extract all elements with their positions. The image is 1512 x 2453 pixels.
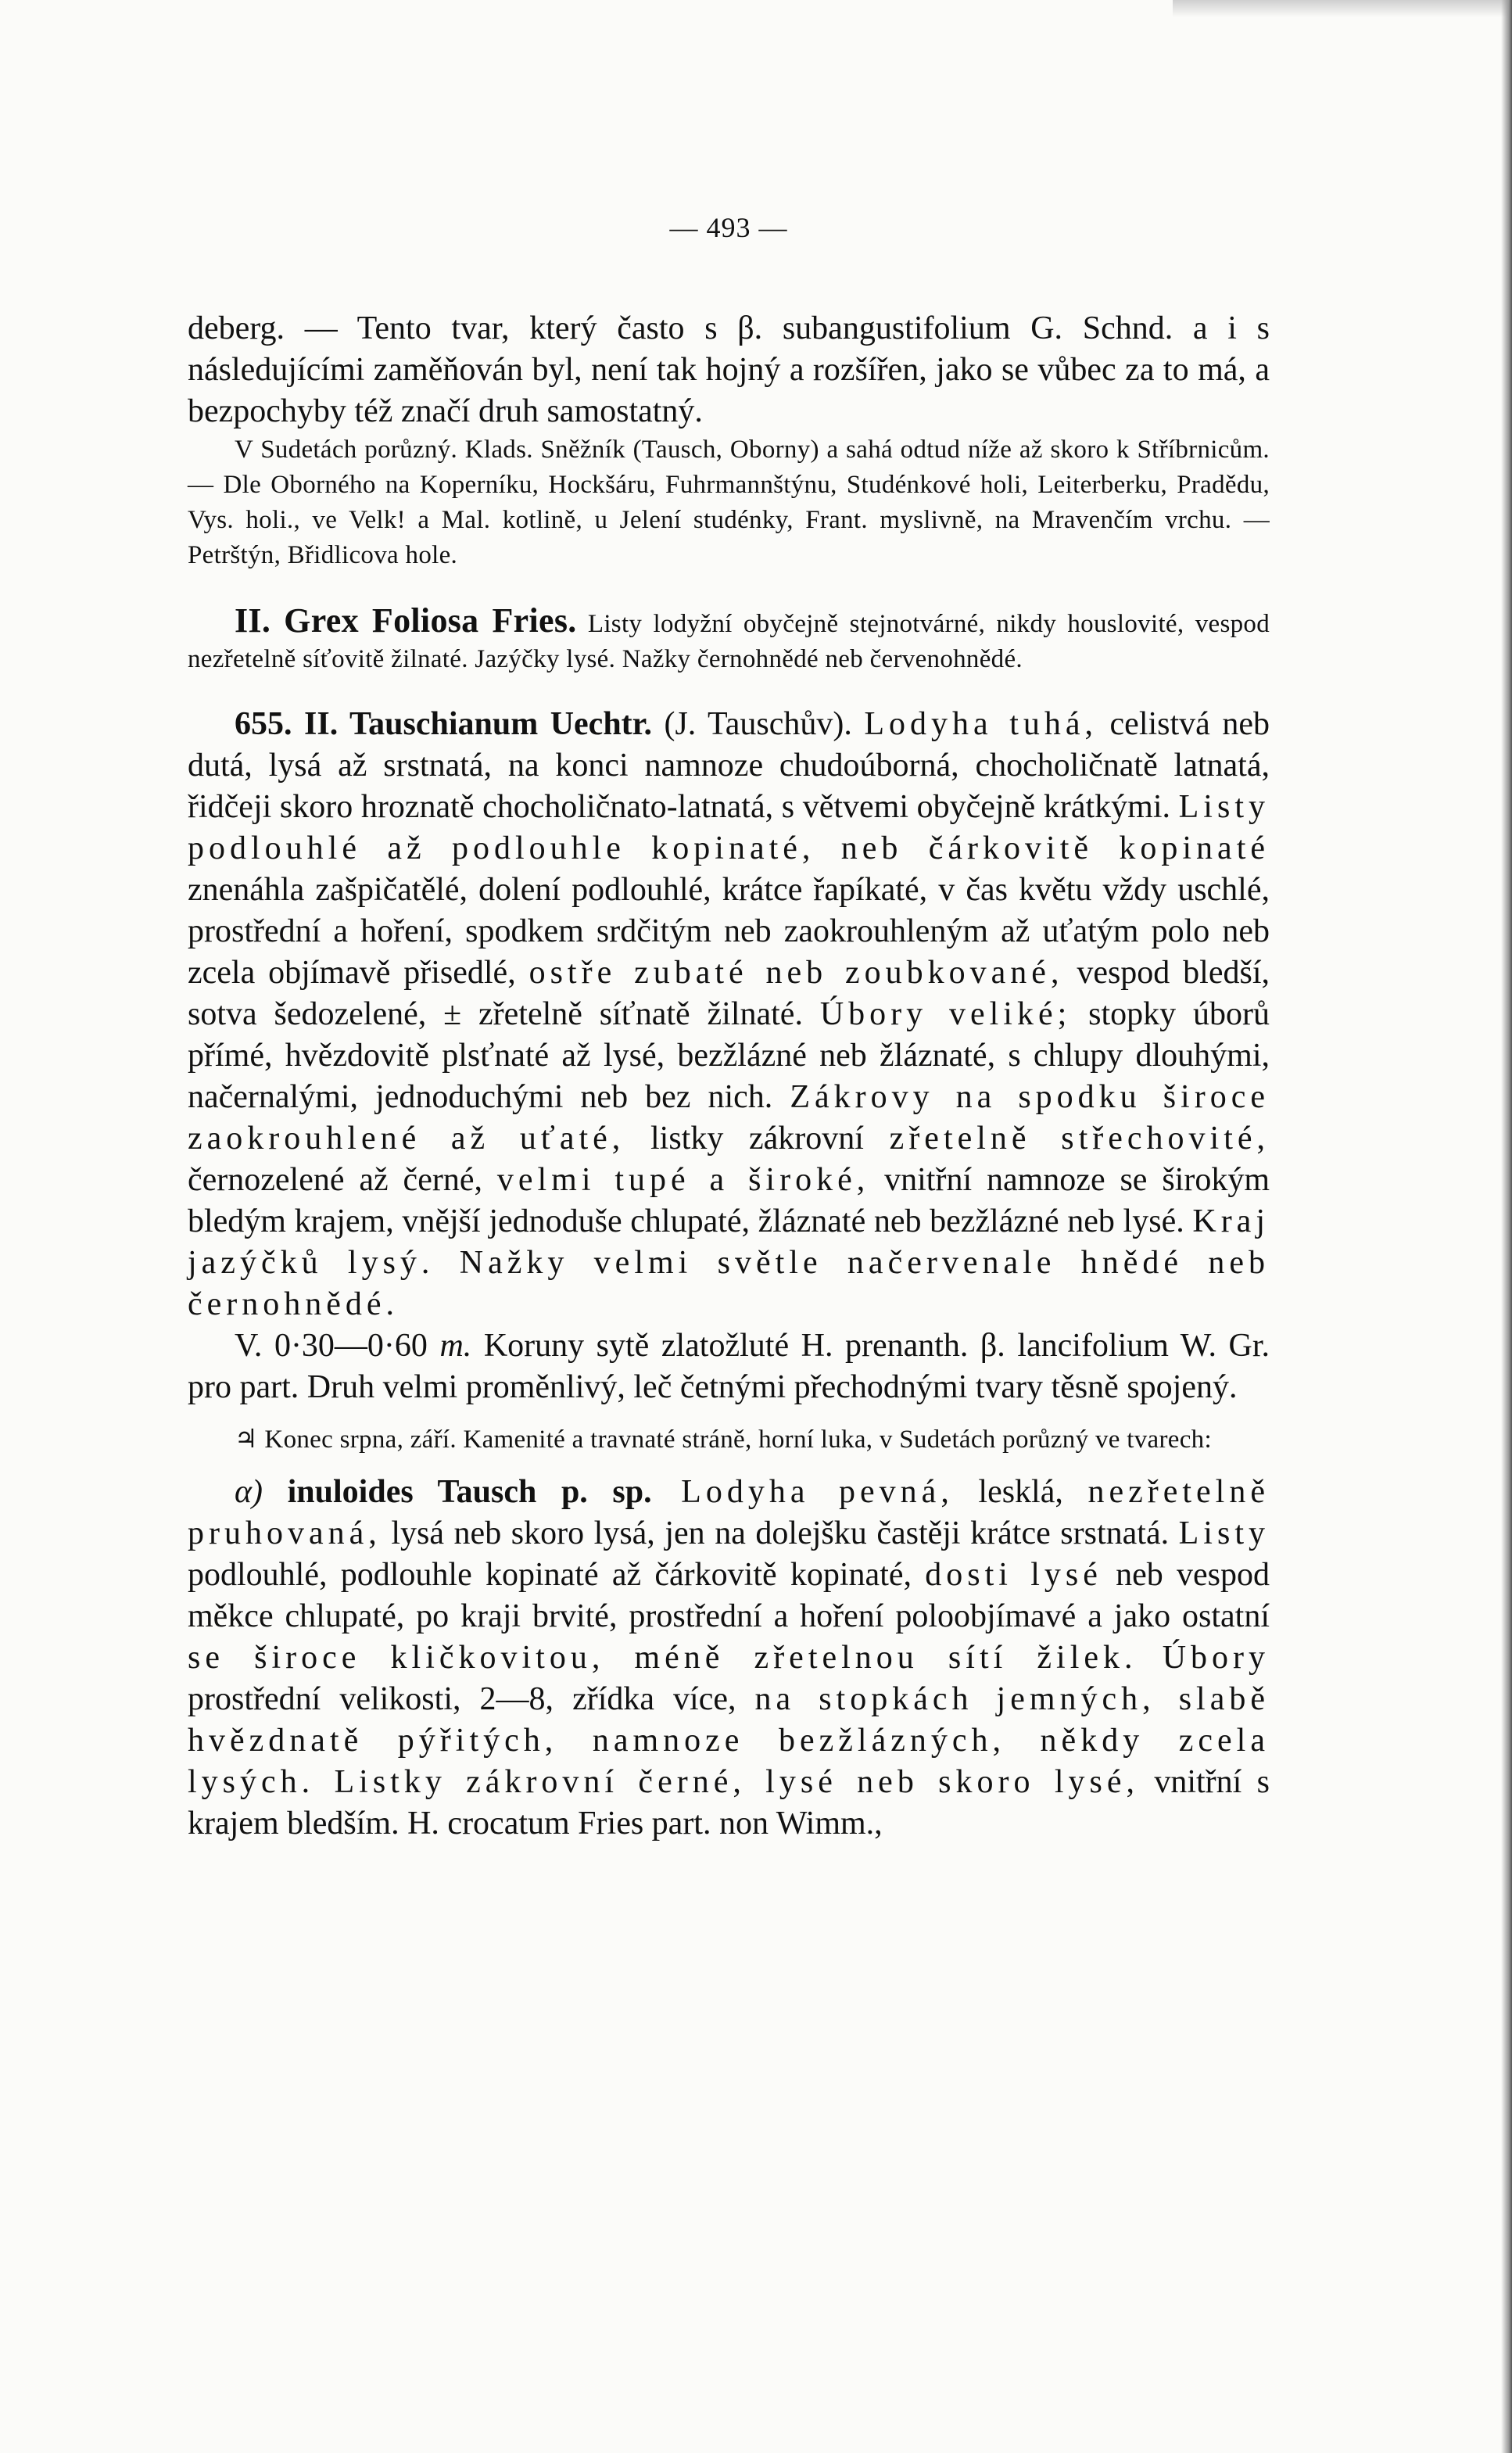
text-run: vnitřní s krajem bledším. H. crocatum Fries part. non Wimm.,	[188, 1764, 1270, 1842]
text-run: černozelené až černé,	[188, 1162, 497, 1198]
text-emphasis: se široce kličkovitou, méně zřetelnou sítí žilek.	[188, 1640, 1138, 1676]
variety-title: inuloides Tausch p. sp.	[263, 1474, 652, 1510]
text-emphasis: velmi tupé a široké,	[496, 1162, 870, 1198]
page-edge-shadow-right	[1501, 0, 1512, 2453]
text-emphasis: Úbory	[1162, 1640, 1270, 1676]
text-emphasis: Kraj jazýčků lysý. Nažky velmi světle načervenale hnědé neb černohnědé.	[188, 1203, 1270, 1322]
text-run: lesklá,	[953, 1474, 1088, 1510]
text-emphasis: dosti lysé	[925, 1557, 1102, 1593]
text-emphasis: na stopkách jemných, slabě hvězdnatě pýřitých, namnoze bezžlázných, někdy zcela lysých. Listky zákrovní černé, lysé neb skoro lysé,	[188, 1681, 1270, 1800]
species-655-description	[188, 704, 1270, 1325]
variety-letter: α)	[235, 1474, 263, 1510]
paragraph-flowering: ♃ Konec srpna, září. Kamenité a travnaté stráně, horní luka, v Sudetách porůzný ve tvarech:	[235, 1426, 1212, 1454]
text-run: lysá neb skoro lysá, jen na dolejšku častěji krátce srstnatá.	[381, 1515, 1179, 1551]
paragraph-deberg: deberg. — Tento tvar, který často s β. subangustifolium G. Schnd. a i s následujícími zaměňován byl, není tak hojný a rozšířen, jako se vůbec za to má, a bezpochyby též značí druh samostatný.	[188, 310, 1270, 429]
text-run: listky zákrovní	[625, 1121, 890, 1157]
text-emphasis: ostře zubaté neb zoubkované,	[528, 955, 1064, 991]
text-emphasis: Lodyha tuhá,	[864, 706, 1098, 742]
text-run: celistvá neb dutá, lysá až srstnatá, na konci namnoze chudoúborná, chocholičnatě latnatá, řidčeji skoro hroznatě chocholičnato-latnatá, s větvemi obyčejně krátkými.	[188, 706, 1270, 825]
text-run: znenáhla zašpičatělé, dolení podlouhlé, krátce řapíkaté, v čas květu vždy uschlé, prostřední a hoření, spodkem srdčitým neb zaokrouhleným až uťatým polo neb zcela objímavě přisedlé,	[188, 872, 1270, 991]
text-run: neb vespod měkce chlupaté, po kraji brvité, prostřední a hoření poloobjímavé a jako ostatní	[188, 1557, 1270, 1634]
text-run: prostřední velikosti, 2—8, zřídka více,	[188, 1681, 755, 1717]
section-heading: II. Grex Foliosa Fries.	[235, 601, 577, 640]
text-run: stopky úborů přímé, hvězdovitě plsťnaté až lysé, bezžlázné neb žláznaté, s chlupy dlouhými, načernalými, jednoduchými neb bez nich.	[188, 996, 1270, 1115]
text-emphasis: Úbory veliké;	[819, 996, 1072, 1032]
page-number: — 493 —	[669, 212, 788, 243]
text-run: Koruny sytě zlatožluté H. prenanth. β. lancifolium W. Gr. pro part. Druh velmi proměnlivý, leč četnými přechodnými tvary těsně spojený.	[188, 1328, 1270, 1405]
page-edge-shadow-top	[1173, 0, 1512, 17]
variety-inuloides	[188, 1472, 1270, 1845]
text-run	[1138, 1640, 1163, 1676]
species-common-name: (J. Tauschův).	[651, 706, 865, 742]
page-content	[188, 211, 1270, 1845]
text-run: vespod bledší, sotva šedozelené, ± zřetelně síťnatě žilnaté.	[188, 955, 1270, 1032]
unit-metres: m.	[439, 1328, 472, 1364]
text-run: V. 0·30—0·60	[235, 1328, 440, 1364]
species-title: 655. II. Tauschianum Uechtr.	[235, 706, 652, 742]
text-emphasis: Lodyha pevná,	[651, 1474, 954, 1510]
text-emphasis: Listy podlouhlé až podlouhle kopinaté, neb čárkovitě kopinaté	[188, 789, 1270, 866]
paragraph-size-notes	[188, 1325, 1270, 1408]
text-run: vnitřní namnoze se širokým bledým krajem, vnější jednoduše chlupaté, žláznaté neb bezžlázné neb lysé.	[188, 1162, 1270, 1239]
text-emphasis: Zákrovy na spodku široce zaokrouhlené až uťaté,	[188, 1079, 1270, 1157]
paragraph-distribution: V Sudetách porůzný. Klads. Sněžník (Tausch, Oborny) a sahá odtud níže až skoro k Stříbrnicům. — Dle Oborného na Koperníku, Hockšáru, Fuhrmannštýnu, Studénkové holi, Leiterberku, Pradědu, Vys. holi., ve Velk! a Mal. kotlině, u Jelení studénky, Frant. myslivně, na Mravenčím vrchu. — Petrštýn, Břidlicova hole.	[188, 436, 1270, 569]
text-emphasis: Listy	[1178, 1515, 1270, 1551]
text-emphasis: zřetelně střechovité,	[889, 1121, 1270, 1157]
text-run: podlouhlé, podlouhle kopinaté až čárkovitě kopinaté,	[188, 1557, 926, 1593]
text-emphasis: nezřetelně pruhovaná,	[188, 1474, 1270, 1551]
section-grex-foliosa	[188, 600, 1270, 677]
section-description: Listy lodyžní obyčejně stejnotvárné, nikdy houslovité, vespod nezřetelně síťovitě žilnaté. Jazýčky lysé. Nažky černohnědé neb červenohnědé.	[188, 610, 1270, 673]
